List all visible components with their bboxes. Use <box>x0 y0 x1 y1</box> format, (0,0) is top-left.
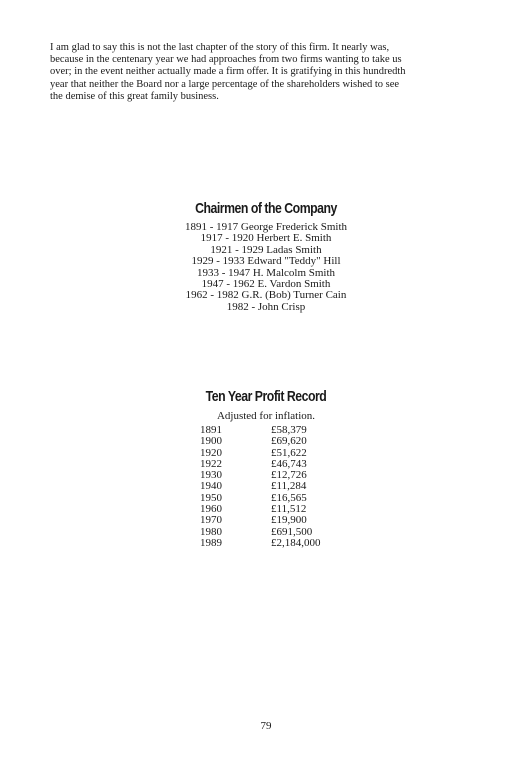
year-cell: 1920 <box>200 446 222 459</box>
intro-line: I am glad to say this is not the last chapter of the story of this firm. It nearly was, <box>50 42 390 53</box>
amount-cell: £46,743 <box>271 457 307 470</box>
year-cell: 1891 <box>200 424 222 436</box>
table-row <box>200 538 321 549</box>
table-row <box>200 436 321 447</box>
amount-cell: £58,379 <box>271 424 307 436</box>
year-cell: 1970 <box>200 514 222 527</box>
year-cell: 1940 <box>200 480 222 493</box>
chairman-entry: 1962 - 1982 G.R. (Bob) Turner Cain <box>185 289 347 302</box>
amount-cell: £19,900 <box>271 514 307 527</box>
year-cell: 1900 <box>200 435 222 448</box>
chairman-entry: 1921 - 1929 Ladas Smith <box>210 243 322 256</box>
year-cell: 1960 <box>200 503 222 516</box>
chairmen-list <box>0 222 532 313</box>
year-cell: 1989 <box>200 536 222 549</box>
chairman-entry: 1933 - 1947 H. Malcolm Smith <box>196 266 336 279</box>
amount-cell: £12,726 <box>271 469 307 482</box>
intro-line: over; in the event neither actually made a firm offer. It is gratifying in this hundredth <box>50 66 406 78</box>
table-row <box>200 515 321 526</box>
chairman-entry: 1929 - 1933 Edward "Teddy" Hill <box>191 255 341 268</box>
amount-cell: £691,500 <box>271 525 313 538</box>
amount-cell: £69,620 <box>271 435 307 448</box>
chairman-entry: 1947 - 1962 E. Vardon Smith <box>201 278 331 291</box>
amount-cell: £11,512 <box>271 503 307 516</box>
intro-line: the demise of this great family business. <box>50 90 219 102</box>
amount-cell: £11,284 <box>271 480 307 493</box>
intro-paragraph <box>50 42 490 103</box>
chairman-entry: 1982 - John Crisp <box>226 300 306 313</box>
year-cell: 1930 <box>200 469 222 482</box>
chairman-entry: 1891 - 1917 George Frederick Smith <box>184 221 348 233</box>
year-cell: 1950 <box>200 491 222 504</box>
amount-cell: £16,565 <box>271 491 307 504</box>
chairman-entry: 1917 - 1920 Herbert E. Smith <box>200 232 332 245</box>
intro-line: year that neither the Board nor a large percentage of the shareholders wished to see <box>50 78 400 90</box>
profit-subtitle: Adjusted for inflation. <box>216 410 316 422</box>
year-cell: 1922 <box>200 457 222 470</box>
intro-line: because in the centenary year we had approaches from two firms wanting to take us <box>50 54 402 66</box>
amount-cell: £2,184,000 <box>271 536 321 549</box>
profit-heading: Ten Year Profit Record <box>205 388 327 405</box>
chairmen-heading: Chairmen of the Company <box>195 200 337 217</box>
amount-cell: £51,622 <box>271 446 307 459</box>
page-number: 79 <box>260 720 272 732</box>
profit-table <box>200 425 321 549</box>
year-cell: 1980 <box>200 525 222 538</box>
